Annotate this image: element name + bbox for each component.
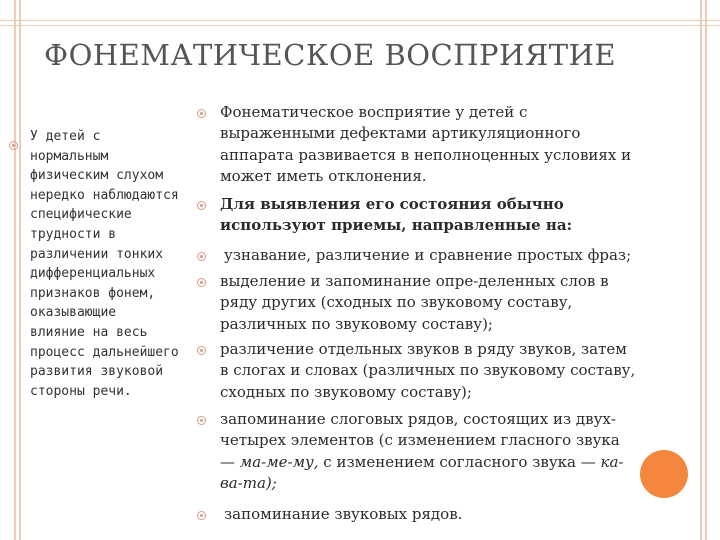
left-line: признаков фонем, [30,285,156,301]
left-line: нормальным [30,148,109,164]
bullet-icon [197,252,206,261]
item-line: выделение и запоминание опре-деленных слов в [220,272,609,290]
item-italic-text: ка- [600,452,624,471]
list-item [224,245,714,266]
item-line: различных по звуковому составу); [220,314,493,333]
frame-line-top [0,20,720,21]
list-item [220,102,710,187]
item-line: Для выявления его состояния обычно [220,195,564,213]
left-line: влияние на весь [30,324,148,340]
item-line: запоминание слоговых рядов, состоящих из двух- [220,410,616,428]
item-line: ряду других (сходных по звуковому составу, [220,293,573,312]
item-line [220,452,710,473]
item-line: запоминание звуковых рядов. [224,505,463,523]
item-line: аппарата развивается в неполноценных условиях и [220,145,632,164]
bullet-icon [9,141,18,150]
left-line: У детей с [30,129,101,144]
bullet-icon [197,416,206,425]
item-italic-text: ма-ме-му, [239,452,319,471]
item-line: сходных по звуковому составу); [220,382,472,401]
left-line: оказывающие [30,305,117,321]
bullet-icon [197,278,206,287]
left-line: развития звуковой [30,364,164,380]
item-line: Фонематическое восприятие у детей с [220,103,528,121]
left-line: различении тонких [30,246,164,262]
item-text: — [220,452,240,471]
item-line: четырех элементов (с изменением гласного звука [220,431,620,450]
left-line: трудности в [30,226,117,242]
left-line: стороны речи. [30,383,132,399]
left-line: процесс дальнейшего [30,344,179,360]
item-line: в слогах и словах (различных по звуковому составу, [220,361,636,380]
list-item [224,504,714,525]
left-line: дифференциальных [30,266,156,282]
list-item [220,194,710,237]
decorative-circle [640,450,688,498]
left-line: физическим слухом [30,168,164,184]
bullet-icon [197,109,206,118]
item-line: может иметь отклонения. [220,166,427,185]
item-line [220,473,710,494]
bullet-icon [197,201,206,210]
bullet-icon [197,346,206,355]
list-item [220,409,710,494]
slide-title: ФОНЕМАТИЧЕСКОЕ ВОСПРИЯТИЕ [44,38,617,72]
item-text: с изменением согласного звука — [318,452,601,471]
list-item [220,339,710,403]
item-line: используют приемы, направленные на: [220,216,573,235]
item-italic-text: ва-та); [220,473,277,492]
left-line: нередко наблюдаются [30,187,179,203]
left-column-text [30,127,220,401]
frame-line-left-inner [19,0,21,540]
item-line: различение отдельных звуков в ряду звуков, затем [220,340,627,358]
left-line: специфические [30,207,132,223]
list-item [220,271,710,335]
item-line: узнавание, различение и сравнение простых фраз; [224,246,632,264]
bullet-icon [197,511,206,520]
frame-line-left [14,0,16,540]
item-line: выраженными дефектами артикуляционного [220,124,581,143]
frame-line-top-inner [0,25,720,26]
